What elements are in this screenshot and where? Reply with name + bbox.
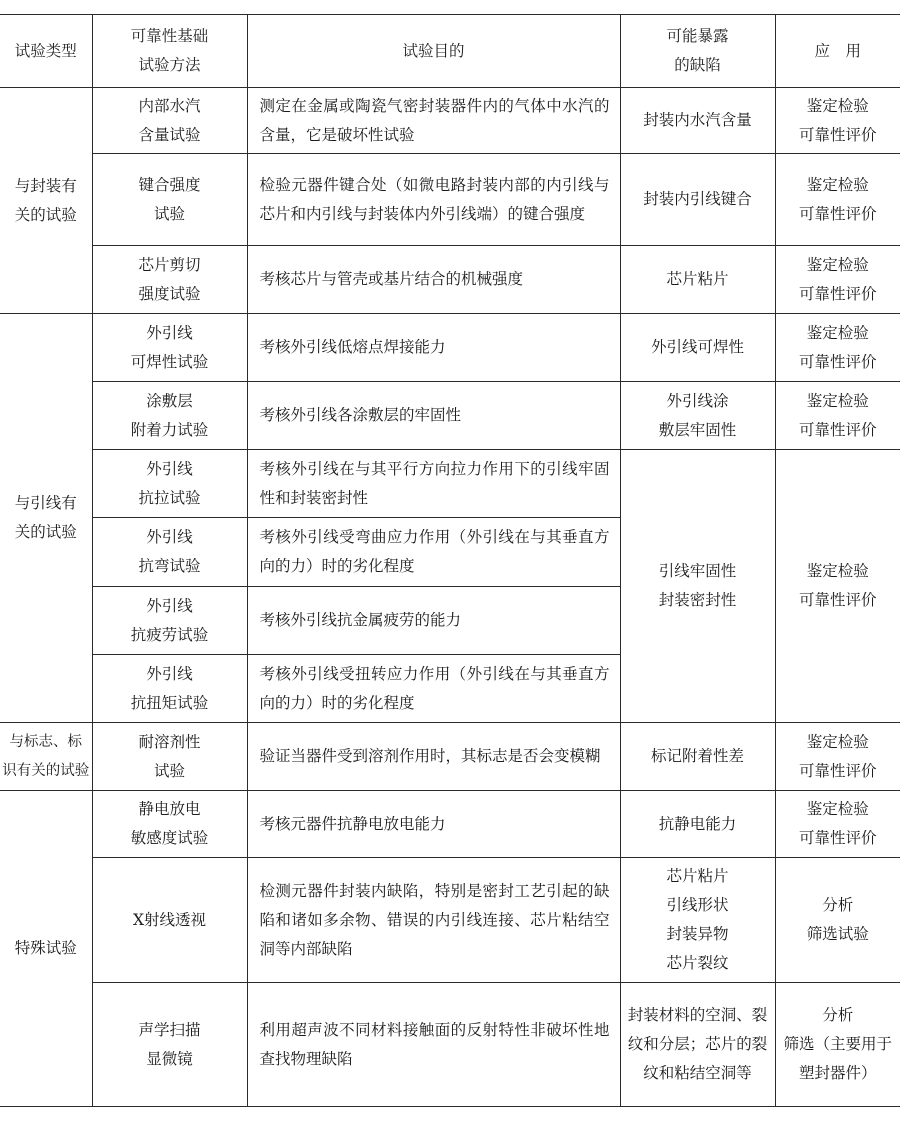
purpose-cell: 考核元器件抗静电放电能力 bbox=[247, 791, 620, 858]
table-row bbox=[0, 983, 900, 1107]
purpose-cell: 测定在金属或陶瓷气密封装器件内的气体中水汽的含量，它是破坏性试验 bbox=[247, 88, 620, 154]
purpose-cell: 检测元器件封装内缺陷，特别是密封工艺引起的缺陷和诸如多余物、错误的内引线连接、芯片粘结空洞等内部缺陷 bbox=[247, 858, 620, 983]
defects-cell: 标记附着性差 bbox=[620, 723, 775, 791]
header-application: 应 用 bbox=[775, 15, 900, 88]
group-marking: 与标志、标 识有关的试验 bbox=[0, 723, 92, 791]
table-row bbox=[0, 791, 900, 858]
group-package: 与封装有 关的试验 bbox=[0, 88, 92, 314]
purpose-cell: 验证当器件受到溶剂作用时，其标志是否会变模糊 bbox=[247, 723, 620, 791]
method-cell: 芯片剪切 强度试验 bbox=[92, 246, 247, 314]
table-row bbox=[0, 154, 900, 246]
purpose-cell: 考核芯片与管壳或基片结合的机械强度 bbox=[247, 246, 620, 314]
purpose-cell: 考核外引线受弯曲应力作用（外引线在与其垂直方向的力）时的劣化程度 bbox=[247, 518, 620, 587]
header-test-type: 试验类型 bbox=[0, 15, 92, 88]
table-row bbox=[0, 88, 900, 154]
method-cell: 外引线 可焊性试验 bbox=[92, 314, 247, 382]
purpose-cell: 检验元器件键合处（如微电路封装内部的内引线与芯片和内引线与封装体内外引线端）的键合强度 bbox=[247, 154, 620, 246]
header-method: 可靠性基础 试验方法 bbox=[92, 15, 247, 88]
reliability-test-table bbox=[0, 14, 900, 1107]
purpose-cell: 考核外引线在与其平行方向拉力作用下的引线牢固性和封装密封性 bbox=[247, 450, 620, 518]
group-special: 特殊试验 bbox=[0, 791, 92, 1107]
application-cell: 鉴定检验 可靠性评价 bbox=[775, 450, 900, 723]
application-cell: 鉴定检验 可靠性评价 bbox=[775, 88, 900, 154]
application-cell: 鉴定检验 可靠性评价 bbox=[775, 382, 900, 450]
application-cell: 分析 筛选（主要用于塑封器件） bbox=[775, 983, 900, 1107]
table-row bbox=[0, 858, 900, 983]
purpose-cell: 考核外引线各涂敷层的牢固性 bbox=[247, 382, 620, 450]
header-purpose: 试验目的 bbox=[247, 15, 620, 88]
header-row bbox=[0, 15, 900, 88]
table-row bbox=[0, 382, 900, 450]
table-row bbox=[0, 246, 900, 314]
method-cell: 内部水汽 含量试验 bbox=[92, 88, 247, 154]
defects-cell: 外引线涂 敷层牢固性 bbox=[620, 382, 775, 450]
defects-cell: 芯片粘片 bbox=[620, 246, 775, 314]
method-cell: 外引线 抗弯试验 bbox=[92, 518, 247, 587]
method-cell: 耐溶剂性 试验 bbox=[92, 723, 247, 791]
defects-cell: 外引线可焊性 bbox=[620, 314, 775, 382]
table-row bbox=[0, 314, 900, 382]
application-cell: 鉴定检验 可靠性评价 bbox=[775, 791, 900, 858]
method-cell: 外引线 抗拉试验 bbox=[92, 450, 247, 518]
table-row bbox=[0, 450, 900, 518]
header-defects: 可能暴露 的缺陷 bbox=[620, 15, 775, 88]
group-leads: 与引线有 关的试验 bbox=[0, 314, 92, 723]
method-cell: 涂敷层 附着力试验 bbox=[92, 382, 247, 450]
method-cell: 声学扫描 显微镜 bbox=[92, 983, 247, 1107]
application-cell: 鉴定检验 可靠性评价 bbox=[775, 154, 900, 246]
purpose-cell: 考核外引线抗金属疲劳的能力 bbox=[247, 587, 620, 655]
method-cell: 外引线 抗扭矩试验 bbox=[92, 655, 247, 723]
method-cell: 外引线 抗疲劳试验 bbox=[92, 587, 247, 655]
defects-cell: 引线牢固性 封装密封性 bbox=[620, 450, 775, 723]
table-row bbox=[0, 723, 900, 791]
defects-cell: 封装内引线键合 bbox=[620, 154, 775, 246]
application-cell: 鉴定检验 可靠性评价 bbox=[775, 723, 900, 791]
defects-cell: 封装内水汽含量 bbox=[620, 88, 775, 154]
method-cell: X射线透视 bbox=[92, 858, 247, 983]
purpose-cell: 考核外引线受扭转应力作用（外引线在与其垂直方向的力）时的劣化程度 bbox=[247, 655, 620, 723]
application-cell: 鉴定检验 可靠性评价 bbox=[775, 314, 900, 382]
application-cell: 鉴定检验 可靠性评价 bbox=[775, 246, 900, 314]
method-cell: 键合强度 试验 bbox=[92, 154, 247, 246]
application-cell: 分析 筛选试验 bbox=[775, 858, 900, 983]
defects-cell: 封装材料的空洞、裂纹和分层；芯片的裂纹和粘结空洞等 bbox=[620, 983, 775, 1107]
method-cell: 静电放电 敏感度试验 bbox=[92, 791, 247, 858]
defects-cell: 抗静电能力 bbox=[620, 791, 775, 858]
purpose-cell: 考核外引线低熔点焊接能力 bbox=[247, 314, 620, 382]
defects-cell: 芯片粘片 引线形状 封装异物 芯片裂纹 bbox=[620, 858, 775, 983]
purpose-cell: 利用超声波不同材料接触面的反射特性非破坏性地查找物理缺陷 bbox=[247, 983, 620, 1107]
